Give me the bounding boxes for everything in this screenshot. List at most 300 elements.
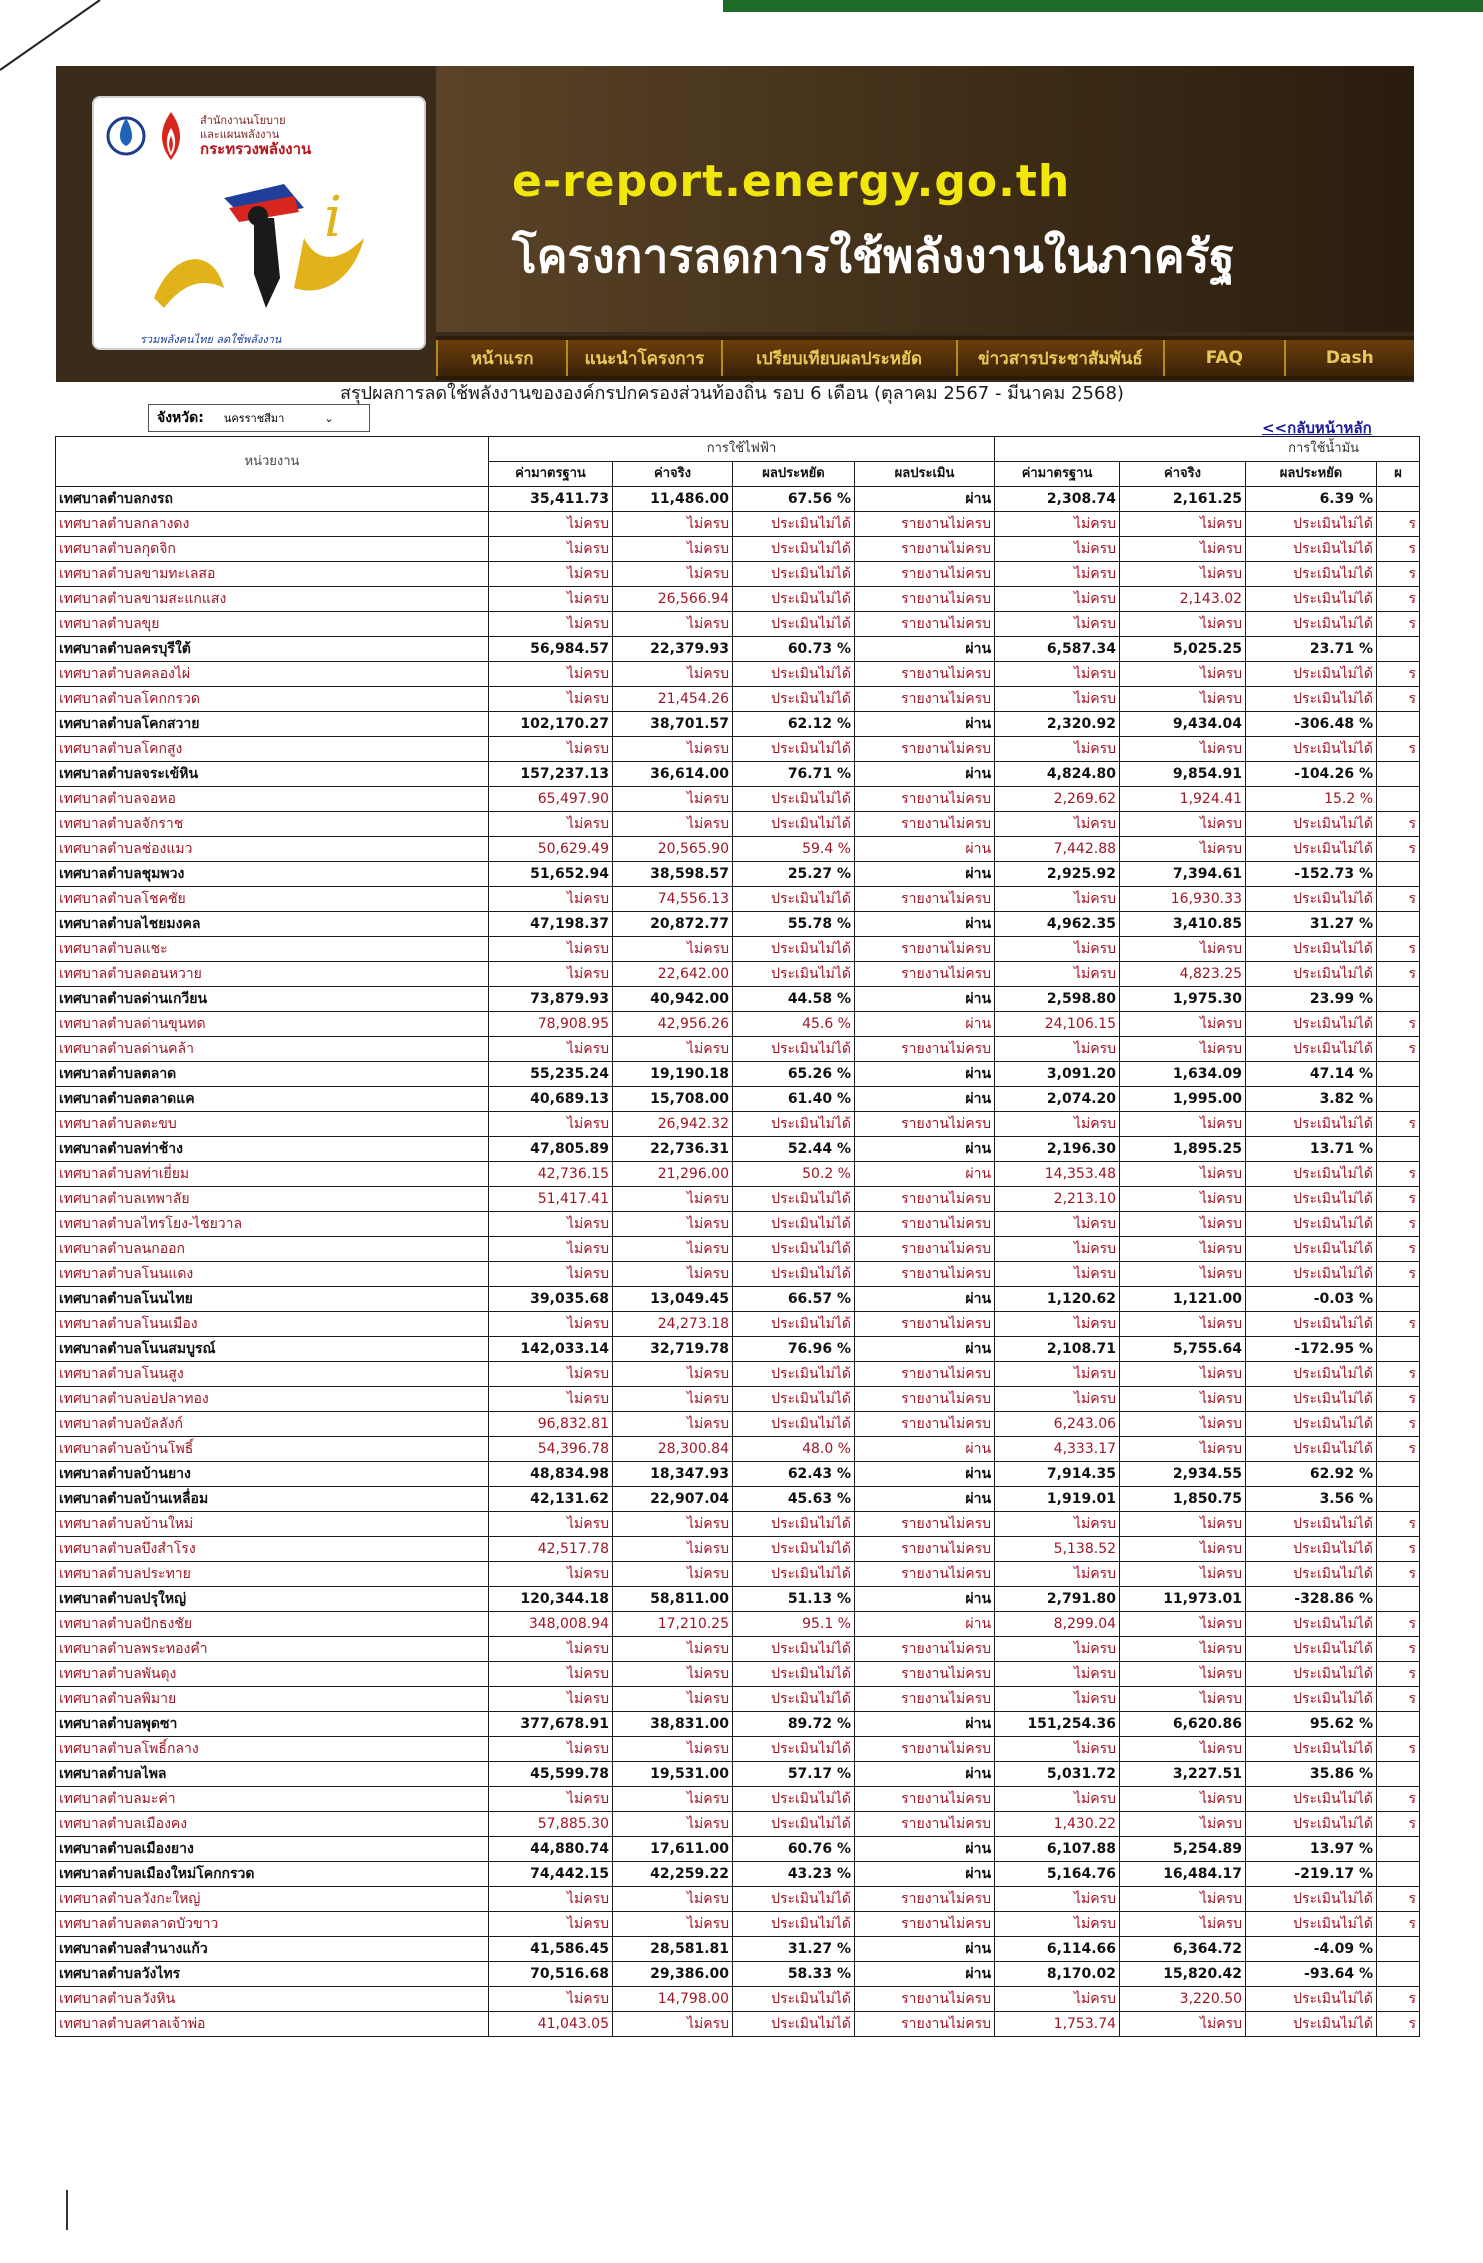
cell-unit-name: เทศบาลตำบลบ้านยาง: [56, 1462, 489, 1487]
horse-logo-icon: [134, 178, 394, 328]
cell-f-baseline: 2,320.92: [995, 712, 1120, 737]
cell-f-baseline: 151,254.36: [995, 1712, 1120, 1737]
report-table-container: [55, 436, 1419, 2186]
table-row: [56, 1962, 1420, 1987]
cell-e-saving: ประเมินไม่ได้: [733, 2012, 855, 2037]
cell-unit-name: เทศบาลตำบลตลาดบัวขาว: [56, 1912, 489, 1937]
cell-f-baseline: 1,430.22: [995, 1812, 1120, 1837]
cell-e-actual: ไม่ครบ: [613, 812, 733, 837]
cell-e-baseline: 377,678.91: [489, 1712, 613, 1737]
cell-e-actual: 38,831.00: [613, 1712, 733, 1737]
cell-e-eval: ผ่าน: [855, 1612, 995, 1637]
cell-unit-name: เทศบาลตำบลโนนไทย: [56, 1287, 489, 1312]
cell-e-eval: รายงานไม่ครบ: [855, 1537, 995, 1562]
cell-f-eval: [1377, 787, 1420, 812]
cell-f-baseline: 1,120.62: [995, 1287, 1120, 1312]
nav-home[interactable]: หน้าแรก: [436, 340, 566, 376]
cell-e-baseline: 120,344.18: [489, 1587, 613, 1612]
cell-f-baseline: ไม่ครบ: [995, 1212, 1120, 1237]
cell-e-eval: รายงานไม่ครบ: [855, 1512, 995, 1537]
table-row: [56, 662, 1420, 687]
cell-unit-name: เทศบาลตำบลปรุใหญ่: [56, 1587, 489, 1612]
cell-f-eval: [1377, 987, 1420, 1012]
cell-e-actual: 14,798.00: [613, 1987, 733, 2012]
cell-f-eval: ร: [1377, 1537, 1420, 1562]
cell-e-baseline: 157,237.13: [489, 762, 613, 787]
province-value: นครราชสีมา: [223, 412, 285, 425]
cell-e-eval: รายงานไม่ครบ: [855, 737, 995, 762]
cell-f-actual: 6,620.86: [1120, 1712, 1246, 1737]
cell-e-baseline: ไม่ครบ: [489, 1362, 613, 1387]
cell-e-eval: รายงานไม่ครบ: [855, 1887, 995, 1912]
cell-e-eval: รายงานไม่ครบ: [855, 887, 995, 912]
cell-e-baseline: 348,008.94: [489, 1612, 613, 1637]
cell-f-saving: ประเมินไม่ได้: [1246, 1512, 1377, 1537]
cell-e-baseline: ไม่ครบ: [489, 1787, 613, 1812]
cell-e-saving: 51.13 %: [733, 1587, 855, 1612]
cell-e-eval: ผ่าน: [855, 1937, 995, 1962]
cell-f-baseline: ไม่ครบ: [995, 1912, 1120, 1937]
cell-f-baseline: ไม่ครบ: [995, 962, 1120, 987]
cell-e-saving: 58.33 %: [733, 1962, 855, 1987]
table-row: [56, 1262, 1420, 1287]
cell-e-saving: ประเมินไม่ได้: [733, 1987, 855, 2012]
cell-f-eval: ร: [1377, 1012, 1420, 1037]
cell-unit-name: เทศบาลตำบลท่าเยี่ยม: [56, 1162, 489, 1187]
cell-unit-name: เทศบาลตำบลไชยมงคล: [56, 912, 489, 937]
table-row: [56, 812, 1420, 837]
cell-e-saving: 67.56 %: [733, 487, 855, 512]
cell-f-eval: ร: [1377, 1412, 1420, 1437]
cell-e-actual: 22,736.31: [613, 1137, 733, 1162]
cell-e-saving: ประเมินไม่ได้: [733, 1662, 855, 1687]
cell-f-baseline: 1,919.01: [995, 1487, 1120, 1512]
cell-e-eval: รายงานไม่ครบ: [855, 1112, 995, 1137]
cell-unit-name: เทศบาลตำบลบ้านใหม่: [56, 1512, 489, 1537]
cell-e-saving: ประเมินไม่ได้: [733, 1687, 855, 1712]
cell-f-saving: 31.27 %: [1246, 912, 1377, 937]
cell-e-baseline: ไม่ครบ: [489, 1687, 613, 1712]
cell-f-actual: 7,394.61: [1120, 862, 1246, 887]
cell-unit-name: เทศบาลตำบลบ้านโพธิ์: [56, 1437, 489, 1462]
table-row: [56, 1187, 1420, 1212]
cell-e-baseline: ไม่ครบ: [489, 1662, 613, 1687]
table-row: [56, 762, 1420, 787]
cell-e-actual: ไม่ครบ: [613, 562, 733, 587]
table-row: [56, 937, 1420, 962]
cell-e-saving: ประเมินไม่ได้: [733, 787, 855, 812]
cell-f-baseline: 5,164.76: [995, 1862, 1120, 1887]
electric-group-header: การใช้ไฟฟ้า: [489, 437, 995, 462]
col-e-saving: ผลประหยัด: [733, 462, 855, 487]
cell-e-eval: ผ่าน: [855, 712, 995, 737]
cell-f-eval: ร: [1377, 1787, 1420, 1812]
cell-e-baseline: 54,396.78: [489, 1437, 613, 1462]
cell-f-eval: [1377, 1862, 1420, 1887]
cell-e-actual: 22,907.04: [613, 1487, 733, 1512]
cell-unit-name: เทศบาลตำบลด่านคล้า: [56, 1037, 489, 1062]
table-row: [56, 637, 1420, 662]
nav-faq[interactable]: FAQ: [1163, 340, 1284, 376]
col-f-saving: ผลประหยัด: [1246, 462, 1377, 487]
cell-e-saving: ประเมินไม่ได้: [733, 587, 855, 612]
cell-e-eval: รายงานไม่ครบ: [855, 1037, 995, 1062]
cell-f-saving: ประเมินไม่ได้: [1246, 1912, 1377, 1937]
site-url[interactable]: e-report.energy.go.th: [512, 156, 1071, 207]
table-row: [56, 787, 1420, 812]
cell-f-saving: ประเมินไม่ได้: [1246, 1987, 1377, 2012]
cell-f-baseline: ไม่ครบ: [995, 737, 1120, 762]
cell-e-eval: รายงานไม่ครบ: [855, 1362, 995, 1387]
cell-f-saving: ประเมินไม่ได้: [1246, 1662, 1377, 1687]
cell-f-eval: ร: [1377, 1437, 1420, 1462]
cell-f-actual: 1,924.41: [1120, 787, 1246, 812]
cell-e-saving: ประเมินไม่ได้: [733, 1812, 855, 1837]
cell-f-actual: ไม่ครบ: [1120, 1687, 1246, 1712]
cell-e-actual: 26,942.32: [613, 1112, 733, 1137]
cell-f-baseline: 2,269.62: [995, 787, 1120, 812]
cell-e-actual: ไม่ครบ: [613, 1212, 733, 1237]
cell-f-actual: 2,161.25: [1120, 487, 1246, 512]
cell-unit-name: เทศบาลตำบลกุดจิก: [56, 537, 489, 562]
cell-e-baseline: 41,586.45: [489, 1937, 613, 1962]
cell-e-eval: ผ่าน: [855, 1162, 995, 1187]
table-row: [56, 562, 1420, 587]
cell-e-saving: ประเมินไม่ได้: [733, 962, 855, 987]
cell-unit-name: เทศบาลตำบลมะค่า: [56, 1787, 489, 1812]
cell-f-actual: ไม่ครบ: [1120, 1912, 1246, 1937]
cell-e-eval: ผ่าน: [855, 637, 995, 662]
cell-e-baseline: 44,880.74: [489, 1837, 613, 1862]
cell-e-baseline: 42,131.62: [489, 1487, 613, 1512]
cell-e-eval: ผ่าน: [855, 862, 995, 887]
cell-f-saving: 47.14 %: [1246, 1062, 1377, 1087]
col-e-eval: ผลประเมิน: [855, 462, 995, 487]
nav-compare[interactable]: เปรียบเทียบผลประหยัด: [721, 340, 956, 376]
cell-e-baseline: ไม่ครบ: [489, 1387, 613, 1412]
cell-e-saving: ประเมินไม่ได้: [733, 1637, 855, 1662]
table-row: [56, 1462, 1420, 1487]
cell-e-actual: ไม่ครบ: [613, 2012, 733, 2037]
cell-f-saving: ประเมินไม่ได้: [1246, 512, 1377, 537]
cell-e-actual: ไม่ครบ: [613, 1262, 733, 1287]
cell-f-eval: ร: [1377, 1662, 1420, 1687]
cell-f-actual: 11,973.01: [1120, 1587, 1246, 1612]
cell-f-eval: [1377, 1137, 1420, 1162]
table-row: [56, 887, 1420, 912]
cell-f-baseline: ไม่ครบ: [995, 1662, 1120, 1687]
table-row: [56, 1537, 1420, 1562]
cell-f-actual: ไม่ครบ: [1120, 662, 1246, 687]
cell-f-actual: ไม่ครบ: [1120, 1012, 1246, 1037]
cell-e-saving: ประเมินไม่ได้: [733, 512, 855, 537]
cell-e-saving: 45.6 %: [733, 1012, 855, 1037]
table-row: [56, 1012, 1420, 1037]
cell-f-saving: 35.86 %: [1246, 1762, 1377, 1787]
cell-e-baseline: 57,885.30: [489, 1812, 613, 1837]
cell-f-actual: ไม่ครบ: [1120, 562, 1246, 587]
cell-unit-name: เทศบาลตำบลวังไทร: [56, 1962, 489, 1987]
photo-edge: [0, 0, 1483, 20]
cell-e-baseline: ไม่ครบ: [489, 1737, 613, 1762]
cell-f-saving: -306.48 %: [1246, 712, 1377, 737]
cell-f-saving: ประเมินไม่ได้: [1246, 1012, 1377, 1037]
cell-f-baseline: ไม่ครบ: [995, 1687, 1120, 1712]
cell-f-eval: ร: [1377, 1912, 1420, 1937]
cell-e-baseline: ไม่ครบ: [489, 1312, 613, 1337]
cell-e-eval: ผ่าน: [855, 912, 995, 937]
cell-unit-name: เทศบาลตำบลจักราช: [56, 812, 489, 837]
cell-f-actual: 6,364.72: [1120, 1937, 1246, 1962]
nav-dashboard[interactable]: Dash: [1284, 340, 1414, 376]
cell-e-actual: 74,556.13: [613, 887, 733, 912]
cell-e-eval: รายงานไม่ครบ: [855, 812, 995, 837]
cell-f-baseline: ไม่ครบ: [995, 887, 1120, 912]
cell-e-actual: ไม่ครบ: [613, 1412, 733, 1437]
table-row: [56, 1637, 1420, 1662]
cell-e-actual: 36,614.00: [613, 762, 733, 787]
cell-f-saving: ประเมินไม่ได้: [1246, 1687, 1377, 1712]
cell-e-saving: ประเมินไม่ได้: [733, 887, 855, 912]
cell-unit-name: เทศบาลตำบลบ้านเหลื่อม: [56, 1487, 489, 1512]
main-nav: [436, 336, 1414, 380]
cell-e-eval: รายงานไม่ครบ: [855, 537, 995, 562]
cell-f-saving: ประเมินไม่ได้: [1246, 887, 1377, 912]
cell-e-baseline: 102,170.27: [489, 712, 613, 737]
cell-f-saving: ประเมินไม่ได้: [1246, 737, 1377, 762]
cell-f-baseline: 5,138.52: [995, 1537, 1120, 1562]
cell-f-eval: ร: [1377, 1362, 1420, 1387]
cell-f-eval: ร: [1377, 1887, 1420, 1912]
table-row: [56, 1337, 1420, 1362]
cell-unit-name: เทศบาลตำบลท่าช้าง: [56, 1137, 489, 1162]
cell-e-saving: ประเมินไม่ได้: [733, 812, 855, 837]
cell-e-actual: 42,259.22: [613, 1862, 733, 1887]
cell-f-baseline: ไม่ครบ: [995, 1112, 1120, 1137]
cell-f-baseline: 4,333.17: [995, 1437, 1120, 1462]
cell-e-saving: ประเมินไม่ได้: [733, 1237, 855, 1262]
cell-f-eval: ร: [1377, 587, 1420, 612]
cell-e-saving: 76.96 %: [733, 1337, 855, 1362]
cell-e-baseline: 45,599.78: [489, 1762, 613, 1787]
cell-e-eval: ผ่าน: [855, 1837, 995, 1862]
table-row: [56, 1862, 1420, 1887]
cell-e-actual: ไม่ครบ: [613, 1362, 733, 1387]
cell-e-baseline: ไม่ครบ: [489, 562, 613, 587]
cell-f-eval: ร: [1377, 662, 1420, 687]
cell-f-actual: 1,850.75: [1120, 1487, 1246, 1512]
cell-e-actual: 58,811.00: [613, 1587, 733, 1612]
logo-card[interactable]: [92, 96, 426, 350]
cell-f-actual: 1,895.25: [1120, 1137, 1246, 1162]
cell-f-actual: 5,755.64: [1120, 1337, 1246, 1362]
cell-e-eval: รายงานไม่ครบ: [855, 1237, 995, 1262]
cell-e-saving: ประเมินไม่ได้: [733, 662, 855, 687]
cell-f-saving: ประเมินไม่ได้: [1246, 812, 1377, 837]
table-row: [56, 1912, 1420, 1937]
cell-e-actual: ไม่ครบ: [613, 1912, 733, 1937]
cell-e-actual: ไม่ครบ: [613, 1537, 733, 1562]
cell-e-actual: 18,347.93: [613, 1462, 733, 1487]
table-row: [56, 537, 1420, 562]
cell-e-saving: ประเมินไม่ได้: [733, 1037, 855, 1062]
cell-unit-name: เทศบาลตำบลโนนแดง: [56, 1262, 489, 1287]
cell-unit-name: เทศบาลตำบลช่องแมว: [56, 837, 489, 862]
cell-f-actual: ไม่ครบ: [1120, 1662, 1246, 1687]
cell-e-actual: 29,386.00: [613, 1962, 733, 1987]
cell-e-actual: 19,531.00: [613, 1762, 733, 1787]
cell-e-baseline: 96,832.81: [489, 1412, 613, 1437]
cell-f-actual: ไม่ครบ: [1120, 537, 1246, 562]
cell-e-actual: ไม่ครบ: [613, 1812, 733, 1837]
cell-e-saving: ประเมินไม่ได้: [733, 1387, 855, 1412]
cell-f-baseline: 8,170.02: [995, 1962, 1120, 1987]
col-f-actual: ค่าจริง: [1120, 462, 1246, 487]
cell-e-eval: รายงานไม่ครบ: [855, 1687, 995, 1712]
cell-e-eval: รายงานไม่ครบ: [855, 1312, 995, 1337]
cell-e-saving: 76.71 %: [733, 762, 855, 787]
cell-e-saving: 52.44 %: [733, 1137, 855, 1162]
cell-e-eval: ผ่าน: [855, 1437, 995, 1462]
cell-e-baseline: ไม่ครบ: [489, 1037, 613, 1062]
cell-f-saving: ประเมินไม่ได้: [1246, 1212, 1377, 1237]
cell-f-actual: ไม่ครบ: [1120, 1112, 1246, 1137]
col-f-eval: ผ: [1377, 462, 1420, 487]
cell-f-baseline: ไม่ครบ: [995, 1312, 1120, 1337]
cell-unit-name: เทศบาลตำบลด่านขุนทด: [56, 1012, 489, 1037]
cell-f-saving: ประเมินไม่ได้: [1246, 1887, 1377, 1912]
cell-e-saving: ประเมินไม่ได้: [733, 1112, 855, 1137]
cell-f-actual: ไม่ครบ: [1120, 1787, 1246, 1812]
cell-f-saving: ประเมินไม่ได้: [1246, 1612, 1377, 1637]
cell-f-actual: ไม่ครบ: [1120, 1637, 1246, 1662]
cell-f-actual: 9,434.04: [1120, 712, 1246, 737]
table-row: [56, 1362, 1420, 1387]
cell-f-eval: [1377, 1712, 1420, 1737]
cell-e-eval: ผ่าน: [855, 1587, 995, 1612]
table-row: [56, 1162, 1420, 1187]
cell-f-baseline: 6,107.88: [995, 1837, 1120, 1862]
cell-e-saving: ประเมินไม่ได้: [733, 1537, 855, 1562]
cell-f-saving: ประเมินไม่ได้: [1246, 1037, 1377, 1062]
cell-f-actual: 1,975.30: [1120, 987, 1246, 1012]
table-row: [56, 1212, 1420, 1237]
cell-e-baseline: 70,516.68: [489, 1962, 613, 1987]
page-edge-line: [66, 2190, 68, 2230]
cell-f-saving: 6.39 %: [1246, 487, 1377, 512]
cell-f-eval: ร: [1377, 1737, 1420, 1762]
table-row: [56, 1487, 1420, 1512]
cell-e-saving: ประเมินไม่ได้: [733, 1512, 855, 1537]
cell-e-eval: ผ่าน: [855, 1487, 995, 1512]
cell-e-eval: รายงานไม่ครบ: [855, 1262, 995, 1287]
green-edge: [723, 0, 1483, 12]
cell-e-eval: รายงานไม่ครบ: [855, 562, 995, 587]
cell-e-actual: 22,379.93: [613, 637, 733, 662]
cell-f-baseline: ไม่ครบ: [995, 1362, 1120, 1387]
cell-e-baseline: ไม่ครบ: [489, 962, 613, 987]
cell-e-baseline: ไม่ครบ: [489, 812, 613, 837]
cell-e-actual: 20,872.77: [613, 912, 733, 937]
cell-f-eval: ร: [1377, 1612, 1420, 1637]
cell-e-saving: 89.72 %: [733, 1712, 855, 1737]
cell-f-baseline: 2,308.74: [995, 487, 1120, 512]
cell-e-eval: ผ่าน: [855, 987, 995, 1012]
cell-f-actual: ไม่ครบ: [1120, 1887, 1246, 1912]
cell-unit-name: เทศบาลตำบลจอหอ: [56, 787, 489, 812]
cell-f-actual: ไม่ครบ: [1120, 812, 1246, 837]
cell-f-saving: 15.2 %: [1246, 787, 1377, 812]
cell-e-eval: ผ่าน: [855, 1462, 995, 1487]
province-select[interactable]: [224, 409, 334, 427]
cell-e-eval: รายงานไม่ครบ: [855, 687, 995, 712]
cell-e-baseline: 56,984.57: [489, 637, 613, 662]
table-row: [56, 587, 1420, 612]
cell-unit-name: เทศบาลตำบลคลองไผ่: [56, 662, 489, 687]
table-row: [56, 987, 1420, 1012]
nav-news[interactable]: ข่าวสารประชาสัมพันธ์: [956, 340, 1163, 376]
cell-f-saving: ประเมินไม่ได้: [1246, 1162, 1377, 1187]
cell-e-eval: รายงานไม่ครบ: [855, 1412, 995, 1437]
cell-f-baseline: ไม่ครบ: [995, 562, 1120, 587]
report-table: [55, 436, 1420, 2037]
cell-f-saving: ประเมินไม่ได้: [1246, 1112, 1377, 1137]
table-row: [56, 1137, 1420, 1162]
table-row: [56, 712, 1420, 737]
nav-about[interactable]: แนะนำโครงการ: [566, 340, 720, 376]
cell-e-eval: รายงานไม่ครบ: [855, 1912, 995, 1937]
cell-unit-name: เทศบาลตำบลพันดุง: [56, 1662, 489, 1687]
back-to-home-link[interactable]: <<กลับหน้าหลัก: [1262, 419, 1372, 437]
col-e-baseline: ค่ามาตรฐาน: [489, 462, 613, 487]
cell-e-baseline: ไม่ครบ: [489, 1637, 613, 1662]
table-row: [56, 862, 1420, 887]
cell-e-baseline: 51,417.41: [489, 1187, 613, 1212]
table-row: [56, 1562, 1420, 1587]
cell-e-saving: 43.23 %: [733, 1862, 855, 1887]
cell-unit-name: เทศบาลตำบลบัลลังก์: [56, 1412, 489, 1437]
cell-e-eval: ผ่าน: [855, 1287, 995, 1312]
cell-f-saving: ประเมินไม่ได้: [1246, 537, 1377, 562]
cell-f-baseline: 2,196.30: [995, 1137, 1120, 1162]
table-row: [56, 1387, 1420, 1412]
province-label: จังหวัด:: [157, 410, 204, 426]
cell-f-eval: [1377, 1587, 1420, 1612]
cell-f-actual: ไม่ครบ: [1120, 512, 1246, 537]
cell-f-saving: ประเมินไม่ได้: [1246, 1237, 1377, 1262]
table-row: [56, 1887, 1420, 1912]
cell-f-actual: 3,410.85: [1120, 912, 1246, 937]
cell-e-actual: 17,210.25: [613, 1612, 733, 1637]
cell-f-saving: 23.71 %: [1246, 637, 1377, 662]
table-row: [56, 1812, 1420, 1837]
cell-e-saving: 66.57 %: [733, 1287, 855, 1312]
cell-unit-name: เทศบาลตำบลขามทะเลสอ: [56, 562, 489, 587]
report-table-body: [56, 487, 1420, 2037]
cell-unit-name: เทศบาลตำบลโคกสวาย: [56, 712, 489, 737]
cell-e-eval: ผ่าน: [855, 487, 995, 512]
cell-e-eval: ผ่าน: [855, 1087, 995, 1112]
cell-e-eval: รายงานไม่ครบ: [855, 937, 995, 962]
cell-f-saving: ประเมินไม่ได้: [1246, 1537, 1377, 1562]
cell-f-baseline: ไม่ครบ: [995, 537, 1120, 562]
cell-f-saving: 23.99 %: [1246, 987, 1377, 1012]
cell-e-eval: รายงานไม่ครบ: [855, 1787, 995, 1812]
cell-f-saving: 95.62 %: [1246, 1712, 1377, 1737]
cell-e-saving: 55.78 %: [733, 912, 855, 937]
cell-e-eval: ผ่าน: [855, 1137, 995, 1162]
cell-f-baseline: 24,106.15: [995, 1012, 1120, 1037]
